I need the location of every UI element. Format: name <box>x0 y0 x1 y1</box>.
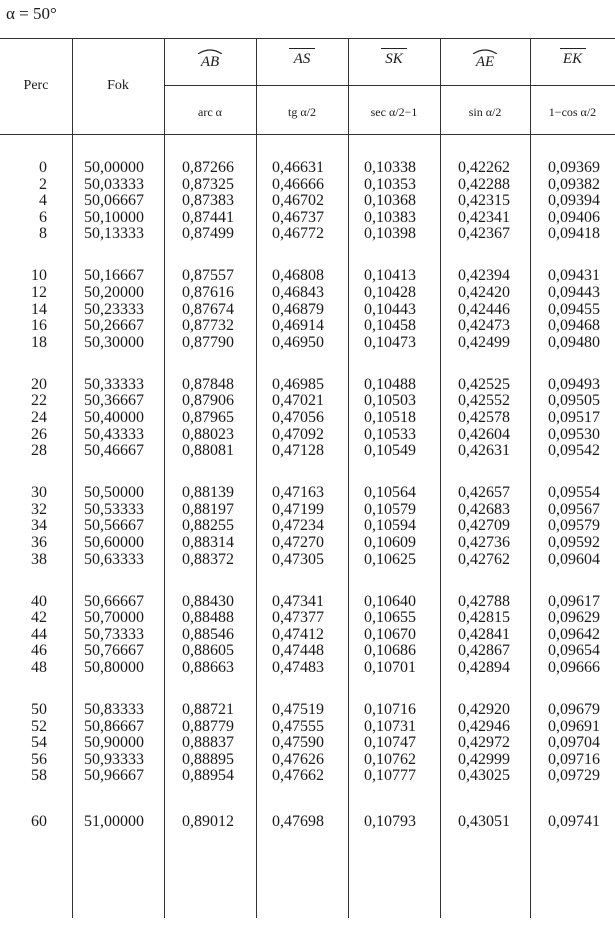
table-cell: 0,10625 <box>364 550 416 568</box>
table-cell: 0,42552 <box>458 392 510 410</box>
table-cell: 0,09654 <box>548 642 600 660</box>
table-cell: 0,42657 <box>458 484 510 502</box>
table-cell: 0,42525 <box>458 375 510 393</box>
table-cell: 0,09369 <box>548 159 600 176</box>
table-cell: 50,70000 <box>84 609 144 627</box>
table-cell: 12 <box>31 284 47 301</box>
table-cell: 0,10398 <box>364 225 416 243</box>
table-cell: 0,47128 <box>272 442 324 460</box>
table-cell: 50,53333 <box>84 500 144 518</box>
table-cell: 50,20000 <box>84 284 144 301</box>
table-cell: 0,42920 <box>458 701 510 718</box>
table-cell: 32 <box>31 500 47 518</box>
header-sub-label: sec α/2−1 <box>370 105 418 119</box>
table-cell: 26 <box>31 425 47 443</box>
table-cell: 0,88837 <box>182 734 234 752</box>
table-cell: 0,09729 <box>548 767 600 785</box>
table-cell: 50,46667 <box>84 442 144 460</box>
table-cell: 0,09468 <box>548 317 600 335</box>
table-cell: 0,09394 <box>548 192 600 210</box>
table-cell: 0,10533 <box>364 425 416 443</box>
table-cell: 44 <box>31 625 47 643</box>
table-cell: 0,42894 <box>458 659 510 676</box>
symbol-divider <box>164 85 615 86</box>
table-cell: 0,88895 <box>182 750 234 768</box>
header-symbol-ae <box>440 48 530 71</box>
table-cell: 0,10353 <box>364 175 416 193</box>
table-cell: 0,47519 <box>272 701 324 718</box>
table-cell: 0,10428 <box>364 284 416 301</box>
table-cell: 14 <box>31 300 47 318</box>
table-cell: 54 <box>31 734 47 752</box>
table-cell: 50,50000 <box>84 484 144 502</box>
table-cell: 50,00000 <box>84 159 144 176</box>
table-cell: 50,26667 <box>84 317 144 335</box>
table-cell: 0,46843 <box>272 284 324 301</box>
table-cell: 50,56667 <box>84 517 144 535</box>
table-cell: 0,88081 <box>182 442 234 460</box>
table-cell: 0,10458 <box>364 317 416 335</box>
table-cell: 0,88139 <box>182 484 234 502</box>
table-cell: 0,10793 <box>364 813 416 831</box>
table-cell: 0,88255 <box>182 517 234 535</box>
table-cell: 0,10368 <box>364 192 416 210</box>
table-cell: 0,46702 <box>272 192 324 210</box>
table-cell: 0,42367 <box>458 225 510 243</box>
table-cell: 22 <box>31 392 47 410</box>
table-cell: 0,88023 <box>182 425 234 443</box>
table-cell: 0,09604 <box>548 550 600 568</box>
table-cell: 0,47305 <box>272 550 324 568</box>
table-cell: 50,43333 <box>84 425 144 443</box>
table-cell: 38 <box>31 550 47 568</box>
table-cell: 0,09530 <box>548 425 600 443</box>
table-cell: 0,47341 <box>272 592 324 610</box>
top-rule <box>0 38 615 39</box>
table-cell: 0,87790 <box>182 333 234 351</box>
table-cell: 0,10686 <box>364 642 416 660</box>
header-sub-label: tg α/2 <box>288 105 316 119</box>
table-cell: 0,10701 <box>364 659 416 676</box>
table-cell: 0,09741 <box>548 813 600 831</box>
table-cell: 0,46985 <box>272 375 324 393</box>
table-cell: 0,10579 <box>364 500 416 518</box>
table-cell: 0,87441 <box>182 208 234 226</box>
table-cell: 0,42736 <box>458 534 510 551</box>
table-cell: 50,73333 <box>84 625 144 643</box>
table-title: α = 50° <box>6 4 57 23</box>
table-cell: 0,09592 <box>548 534 600 551</box>
table-cell: 48 <box>31 659 47 676</box>
table-cell: 50,16667 <box>84 267 144 285</box>
table-cell: 0,42315 <box>458 192 510 210</box>
table-cell: 0,88546 <box>182 625 234 643</box>
table-cell: 51,00000 <box>84 813 144 831</box>
table-cell: 0,09579 <box>548 517 600 535</box>
header-symbol-text: AB <box>200 54 220 70</box>
table-cell: 0,10655 <box>364 609 416 627</box>
table-cell: 0,42473 <box>458 317 510 335</box>
table-cell: 0,42867 <box>458 642 510 660</box>
header-sub-label: sin α/2 <box>468 105 502 119</box>
table-cell: 0,87732 <box>182 317 234 335</box>
table-cell: 0,88779 <box>182 717 234 735</box>
table-cell: 0,10413 <box>364 267 416 285</box>
table-cell: 0,10777 <box>364 767 416 785</box>
table-cell: 0,42815 <box>458 609 510 627</box>
column-divider <box>164 38 165 918</box>
table-cell: 50 <box>31 701 47 718</box>
table-cell: 0,43051 <box>458 813 510 831</box>
table-cell: 2 <box>39 175 47 193</box>
table-cell: 0,46879 <box>272 300 324 318</box>
table-cell: 0,88954 <box>182 767 234 785</box>
table-cell: 0,09679 <box>548 701 600 718</box>
table-cell: 50,10000 <box>84 208 144 226</box>
table-cell: 0,42762 <box>458 550 510 568</box>
table-cell: 0,42394 <box>458 267 510 285</box>
table-cell: 0,47377 <box>272 609 324 627</box>
header-symbol-as <box>256 48 348 68</box>
table-cell: 0,10670 <box>364 625 416 643</box>
table-cell: 0,10549 <box>364 442 416 460</box>
column-divider <box>72 38 73 918</box>
table-cell: 0,46631 <box>272 159 324 176</box>
table-cell: 0,46808 <box>272 267 324 285</box>
table-cell: 0,88663 <box>182 659 234 676</box>
table-cell: 0,42499 <box>458 333 510 351</box>
table-cell: 0,42683 <box>458 500 510 518</box>
table-cell: 0,10731 <box>364 717 416 735</box>
table-cell: 50,80000 <box>84 659 144 676</box>
table-cell: 0,09431 <box>548 267 600 285</box>
table-cell: 50,86667 <box>84 717 144 735</box>
table-cell: 0,47021 <box>272 392 324 410</box>
table-cell: 0,42972 <box>458 734 510 752</box>
table-cell: 0,46772 <box>272 225 324 243</box>
table-cell: 0,09493 <box>548 375 600 393</box>
table-cell: 0,47555 <box>272 717 324 735</box>
table-cell: 0,88605 <box>182 642 234 660</box>
header-fok: Fok <box>107 78 129 93</box>
table-cell: 0,42841 <box>458 625 510 643</box>
table-cell: 58 <box>31 767 47 785</box>
header-symbol-text: SK <box>385 51 403 67</box>
table-cell: 0,87965 <box>182 409 234 426</box>
table-cell: 24 <box>31 409 47 426</box>
table-cell: 50,23333 <box>84 300 144 318</box>
table-cell: 0,47056 <box>272 409 324 426</box>
table-cell: 0,47412 <box>272 625 324 643</box>
table-cell: 0,10518 <box>364 409 416 426</box>
table-cell: 0,10762 <box>364 750 416 768</box>
table-cell: 0,09554 <box>548 484 600 502</box>
table-cell: 0,47092 <box>272 425 324 443</box>
table-cell: 34 <box>31 517 47 535</box>
table-cell: 0,87674 <box>182 300 234 318</box>
table-cell: 0,87848 <box>182 375 234 393</box>
header-symbol-ab <box>164 48 256 71</box>
table-cell: 50,76667 <box>84 642 144 660</box>
header-sub-label: 1−cos α/2 <box>548 105 597 119</box>
table-cell: 46 <box>31 642 47 660</box>
table-cell: 0,42709 <box>458 517 510 535</box>
table-cell: 0,42946 <box>458 717 510 735</box>
header-symbol-ek <box>530 48 615 68</box>
table-cell: 50,30000 <box>84 333 144 351</box>
table-cell: 50,96667 <box>84 767 144 785</box>
table-cell: 50,03333 <box>84 175 144 193</box>
table-cell: 0,09443 <box>548 284 600 301</box>
table-cell: 0,09617 <box>548 592 600 610</box>
header-symbol-text: EK <box>562 51 583 67</box>
table-cell: 0,09629 <box>548 609 600 627</box>
table-cell: 0,46737 <box>272 208 324 226</box>
table-cell: 0,09382 <box>548 175 600 193</box>
table-cell: 0,47199 <box>272 500 324 518</box>
table-cell: 0,10383 <box>364 208 416 226</box>
table-cell: 0,42631 <box>458 442 510 460</box>
table-cell: 28 <box>31 442 47 460</box>
table-cell: 0,47483 <box>272 659 324 676</box>
table-cell: 0,42420 <box>458 284 510 301</box>
table-cell: 0,88197 <box>182 500 234 518</box>
table-cell: 0,09666 <box>548 659 600 676</box>
table-cell: 0,43025 <box>458 767 510 785</box>
table-cell: 0,10488 <box>364 375 416 393</box>
header-perc: Perc <box>23 78 49 93</box>
table-cell: 0,09691 <box>548 717 600 735</box>
table-cell: 20 <box>31 375 47 393</box>
table-cell: 0,88430 <box>182 592 234 610</box>
table-cell: 50,93333 <box>84 750 144 768</box>
table-cell: 0,87266 <box>182 159 234 176</box>
table-cell: 0,10747 <box>364 734 416 752</box>
table-cell: 0,46914 <box>272 317 324 335</box>
table-cell: 0,10338 <box>364 159 416 176</box>
table-cell: 0,47163 <box>272 484 324 502</box>
table-cell: 50,90000 <box>84 734 144 752</box>
table-cell: 30 <box>31 484 47 502</box>
table-cell: 0,88372 <box>182 550 234 568</box>
table-cell: 0,09505 <box>548 392 600 410</box>
table-cell: 4 <box>39 192 47 210</box>
table-cell: 0,47270 <box>272 534 324 551</box>
table-cell: 0,47234 <box>272 517 324 535</box>
table-cell: 0,42341 <box>458 208 510 226</box>
table-cell: 0,09567 <box>548 500 600 518</box>
column-divider <box>348 38 349 918</box>
table-cell: 36 <box>31 534 47 551</box>
table-cell: 60 <box>31 813 47 831</box>
table-cell: 0,88721 <box>182 701 234 718</box>
table-cell: 0,42999 <box>458 750 510 768</box>
table-cell: 18 <box>31 333 47 351</box>
table-cell: 50,13333 <box>84 225 144 243</box>
table-cell: 0,42604 <box>458 425 510 443</box>
table-cell: 0,10594 <box>364 517 416 535</box>
table-cell: 0,47626 <box>272 750 324 768</box>
table-cell: 56 <box>31 750 47 768</box>
column-divider <box>256 38 257 918</box>
table-cell: 0,87383 <box>182 192 234 210</box>
table-cell: 0,87325 <box>182 175 234 193</box>
table-cell: 16 <box>31 317 47 335</box>
table-cell: 42 <box>31 609 47 627</box>
table-cell: 0,46950 <box>272 333 324 351</box>
header-symbol-text: AE <box>475 54 495 70</box>
table-cell: 0,89012 <box>182 813 234 831</box>
table-cell: 0,42262 <box>458 159 510 176</box>
column-divider <box>440 38 441 918</box>
table-cell: 0,09517 <box>548 409 600 426</box>
header-symbol-sk <box>348 48 440 68</box>
header-sub-label: arc α <box>198 105 222 119</box>
table-cell: 50,36667 <box>84 392 144 410</box>
table-cell: 50,63333 <box>84 550 144 568</box>
table-cell: 0,09716 <box>548 750 600 768</box>
table-cell: 0,42288 <box>458 175 510 193</box>
table-cell: 0,88488 <box>182 609 234 627</box>
table-cell: 0 <box>39 159 47 176</box>
table-cell: 0,87499 <box>182 225 234 243</box>
table-cell: 0,47662 <box>272 767 324 785</box>
table-cell: 50,06667 <box>84 192 144 210</box>
table-cell: 50,60000 <box>84 534 144 551</box>
table-cell: 0,09455 <box>548 300 600 318</box>
table-cell: 0,10640 <box>364 592 416 610</box>
table-cell: 40 <box>31 592 47 610</box>
table-cell: 0,42446 <box>458 300 510 318</box>
table-cell: 0,87616 <box>182 284 234 301</box>
table-cell: 0,47698 <box>272 813 324 831</box>
table-cell: 0,42578 <box>458 409 510 426</box>
table-cell: 0,10473 <box>364 333 416 351</box>
table-cell: 10 <box>31 267 47 285</box>
table-cell: 0,88314 <box>182 534 234 551</box>
table-cell: 0,87557 <box>182 267 234 285</box>
table-cell: 50,33333 <box>84 375 144 393</box>
table-cell: 50,40000 <box>84 409 144 426</box>
table-cell: 0,09542 <box>548 442 600 460</box>
table-cell: 0,47590 <box>272 734 324 752</box>
table-cell: 0,42788 <box>458 592 510 610</box>
header-symbol-text: AS <box>293 51 311 67</box>
table-cell: 50,83333 <box>84 701 144 718</box>
table-cell: 8 <box>39 225 47 243</box>
table-cell: 0,09418 <box>548 225 600 243</box>
table-cell: 0,46666 <box>272 175 324 193</box>
table-cell: 0,10503 <box>364 392 416 410</box>
column-divider <box>530 38 531 918</box>
table-cell: 0,10609 <box>364 534 416 551</box>
table-cell: 52 <box>31 717 47 735</box>
table-cell: 0,10443 <box>364 300 416 318</box>
table-cell: 0,09704 <box>548 734 600 752</box>
table-cell: 6 <box>39 208 47 226</box>
table-cell: 0,10564 <box>364 484 416 502</box>
table-cell: 0,10716 <box>364 701 416 718</box>
table-cell: 0,09480 <box>548 333 600 351</box>
table-cell: 50,66667 <box>84 592 144 610</box>
table-cell: 0,09406 <box>548 208 600 226</box>
table-cell: 0,09642 <box>548 625 600 643</box>
header-rule <box>0 134 615 135</box>
table-cell: 0,87906 <box>182 392 234 410</box>
table-cell: 0,47448 <box>272 642 324 660</box>
